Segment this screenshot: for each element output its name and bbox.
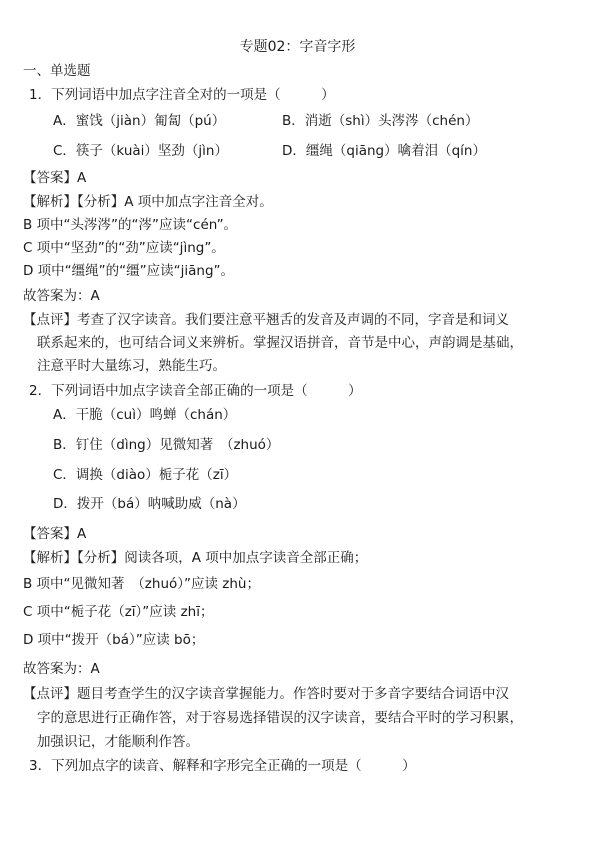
question-2-conclusion: 故答案为：A bbox=[23, 661, 100, 677]
question-2-option-a: A．干脆（cuì）鸣蝉（chán） bbox=[53, 407, 237, 423]
question-2-analysis-line-4: D 项中“拨开（bá）”应读 bō； bbox=[23, 632, 205, 648]
question-1-option-b: B．消逝（shì）头涔涔（chén） bbox=[282, 113, 479, 129]
question-2-stem: 2．下列词语中加点字读音全部正确的一项是（ ） bbox=[29, 383, 362, 399]
question-1-analysis-line-2: B 项中“头涔涔”的“涔”应读“cén”。 bbox=[23, 217, 238, 233]
question-1-option-a: A．蜜饯（jiàn）匍匐（pú） bbox=[53, 113, 226, 129]
question-1-comment-line-2: 联系起来的，也可结合词义来辨析。掌握汉语拼音，音节是中心，声韵调是基础， bbox=[37, 335, 523, 351]
question-2-option-c: C．调换（diào）栀子花（zī） bbox=[53, 467, 238, 483]
question-1-answer: 【答案】A bbox=[23, 170, 87, 186]
question-1-analysis-line-3: C 项中“坚劲”的“劲”应读“jìng”。 bbox=[23, 240, 225, 256]
section-heading: 一、单选题 bbox=[23, 63, 91, 79]
question-2-comment-line-1: 【点评】题目考查学生的汉字读音掌握能力。作答时要对于多音字要结合词语中汉 bbox=[23, 686, 509, 702]
question-1-option-c: C．筷子（kuài）坚劲（jìn） bbox=[53, 143, 228, 159]
question-2-option-d: D．拨开（bá）呐喊助威（nà） bbox=[53, 496, 246, 512]
question-1-analysis-line-4: D 项中“缰绳”的“缰”应读“jiāng”。 bbox=[23, 263, 235, 279]
document-title: 专题02：字音字形 bbox=[239, 39, 356, 55]
question-1-option-d: D．缰绳（qiāng）噙着泪（qín） bbox=[282, 143, 486, 159]
question-2-comment-line-2: 字的意思进行正确作答，对于容易选择错误的汉字读音，要结合平时的学习积累， bbox=[37, 710, 523, 726]
question-2-comment-line-3: 加强识记，才能顺利作答。 bbox=[37, 734, 199, 750]
question-2-analysis-line-1: 【解析】【分析】阅读各项，A 项中加点字读音全部正确； bbox=[23, 550, 368, 566]
question-1-comment-line-1: 【点评】考查了汉字读音。我们要注意平翘舌的发音及声调的不同，字音是和词义 bbox=[23, 312, 509, 328]
question-2-answer: 【答案】A bbox=[23, 526, 87, 542]
question-2-option-b: B．钉住（dìng）见微知著 （zhuó） bbox=[53, 437, 280, 453]
question-1-analysis-line-1: 【解析】【分析】A 项中加点字注音全对。 bbox=[23, 194, 273, 210]
question-3-stem: 3．下列加点字的读音、解释和字形完全正确的一项是（ ） bbox=[29, 758, 416, 774]
question-1-conclusion: 故答案为：A bbox=[23, 288, 100, 304]
question-1-stem: 1．下列词语中加点字注音全对的一项是（ ） bbox=[29, 87, 335, 103]
question-2-analysis-line-3: C 项中“栀子花（zī）”应读 zhī； bbox=[23, 604, 214, 620]
question-2-analysis-line-2: B 项中“见微知著 （zhuó）”应读 zhù； bbox=[23, 576, 260, 592]
question-1-comment-line-3: 注意平时大量练习，熟能生巧。 bbox=[37, 358, 226, 374]
